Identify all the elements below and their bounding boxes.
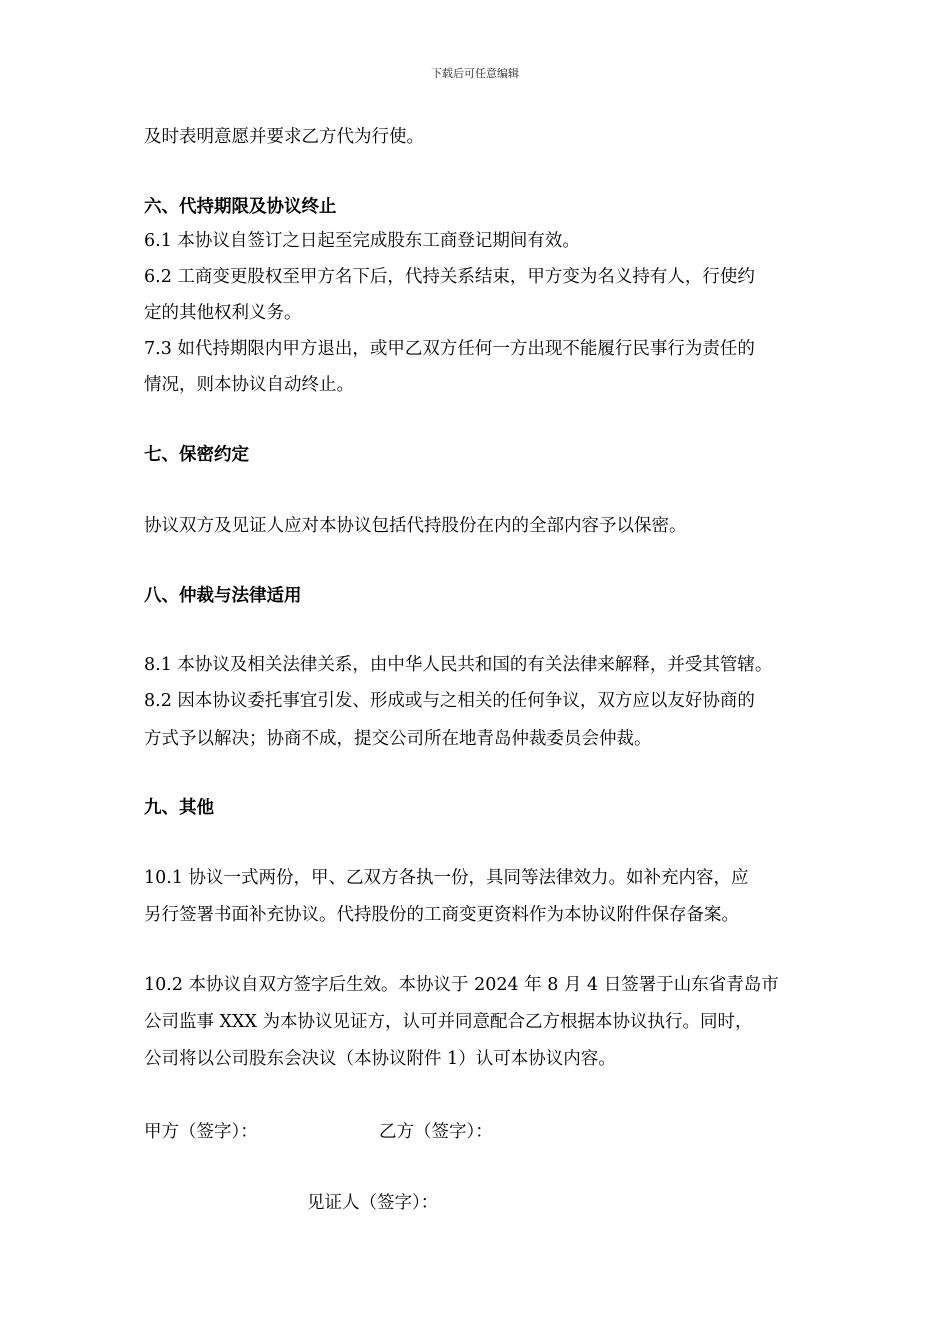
- clause-6-2-line-1: 6.2 工商变更股权至甲方名下后，代持关系结束，甲方变为名义持有人，行使约: [144, 267, 755, 287]
- clause-8-1: 8.1 本协议及相关法律关系，由中华人民共和国的有关法律来解释，并受其管辖。: [144, 655, 773, 675]
- paragraph-line: 及时表明意愿并要求乙方代为行使。: [144, 127, 424, 147]
- clause-10-2-line-1: 10.2 本协议自双方签字后生效。本协议于 2024 年 8 月 4 日签署于山东省青岛市: [144, 975, 779, 995]
- clause-6-2-line-2: 定的其他权利义务。: [144, 303, 302, 323]
- section-7-title: 七、保密约定: [144, 445, 249, 465]
- clause-10-2-line-2: 公司监事 XXX 为本协议见证方，认可并同意配合乙方根据本协议执行。同时，: [144, 1012, 753, 1032]
- clause-8-2-line-1: 8.2 因本协议委托事宜引发、形成或与之相关的任何争议，双方应以友好协商的: [144, 691, 755, 711]
- section-8-title: 八、仲裁与法律适用: [144, 586, 302, 606]
- signature-party-a: 甲方（签字）：: [144, 1122, 258, 1142]
- clause-6-1: 6.1 本协议自签订之日起至完成股东工商登记期间有效。: [144, 231, 580, 251]
- signature-witness: 见证人（签字）：: [307, 1193, 439, 1213]
- page-header-note: 下载后可任意编辑: [431, 67, 519, 80]
- clause-7-3-line-1: 7.3 如代持期限内甲方退出，或甲乙双方任何一方出现不能履行民事行为责任的: [144, 339, 755, 359]
- clause-10-1-line-2: 另行签署书面补充协议。代持股份的工商变更资料作为本协议附件保存备案。: [144, 905, 739, 925]
- clause-7-3-line-2: 情况，则本协议自动终止。: [144, 375, 354, 395]
- section-7-body: 协议双方及见证人应对本协议包括代持股份在内的全部内容予以保密。: [144, 516, 687, 536]
- clause-8-2-line-2: 方式予以解决；协商不成，提交公司所在地青岛仲裁委员会仲裁。: [144, 729, 652, 749]
- clause-10-2-line-3: 公司将以公司股东会决议（本协议附件 1）认可本协议内容。: [144, 1049, 616, 1069]
- signature-party-b: 乙方（签字）：: [379, 1122, 493, 1142]
- clause-10-1-line-1: 10.1 协议一式两份，甲、乙双方各执一份，具同等法律效力。如补充内容，应: [144, 868, 749, 888]
- section-9-title: 九、其他: [144, 798, 214, 818]
- section-6-title: 六、代持期限及协议终止: [144, 197, 337, 217]
